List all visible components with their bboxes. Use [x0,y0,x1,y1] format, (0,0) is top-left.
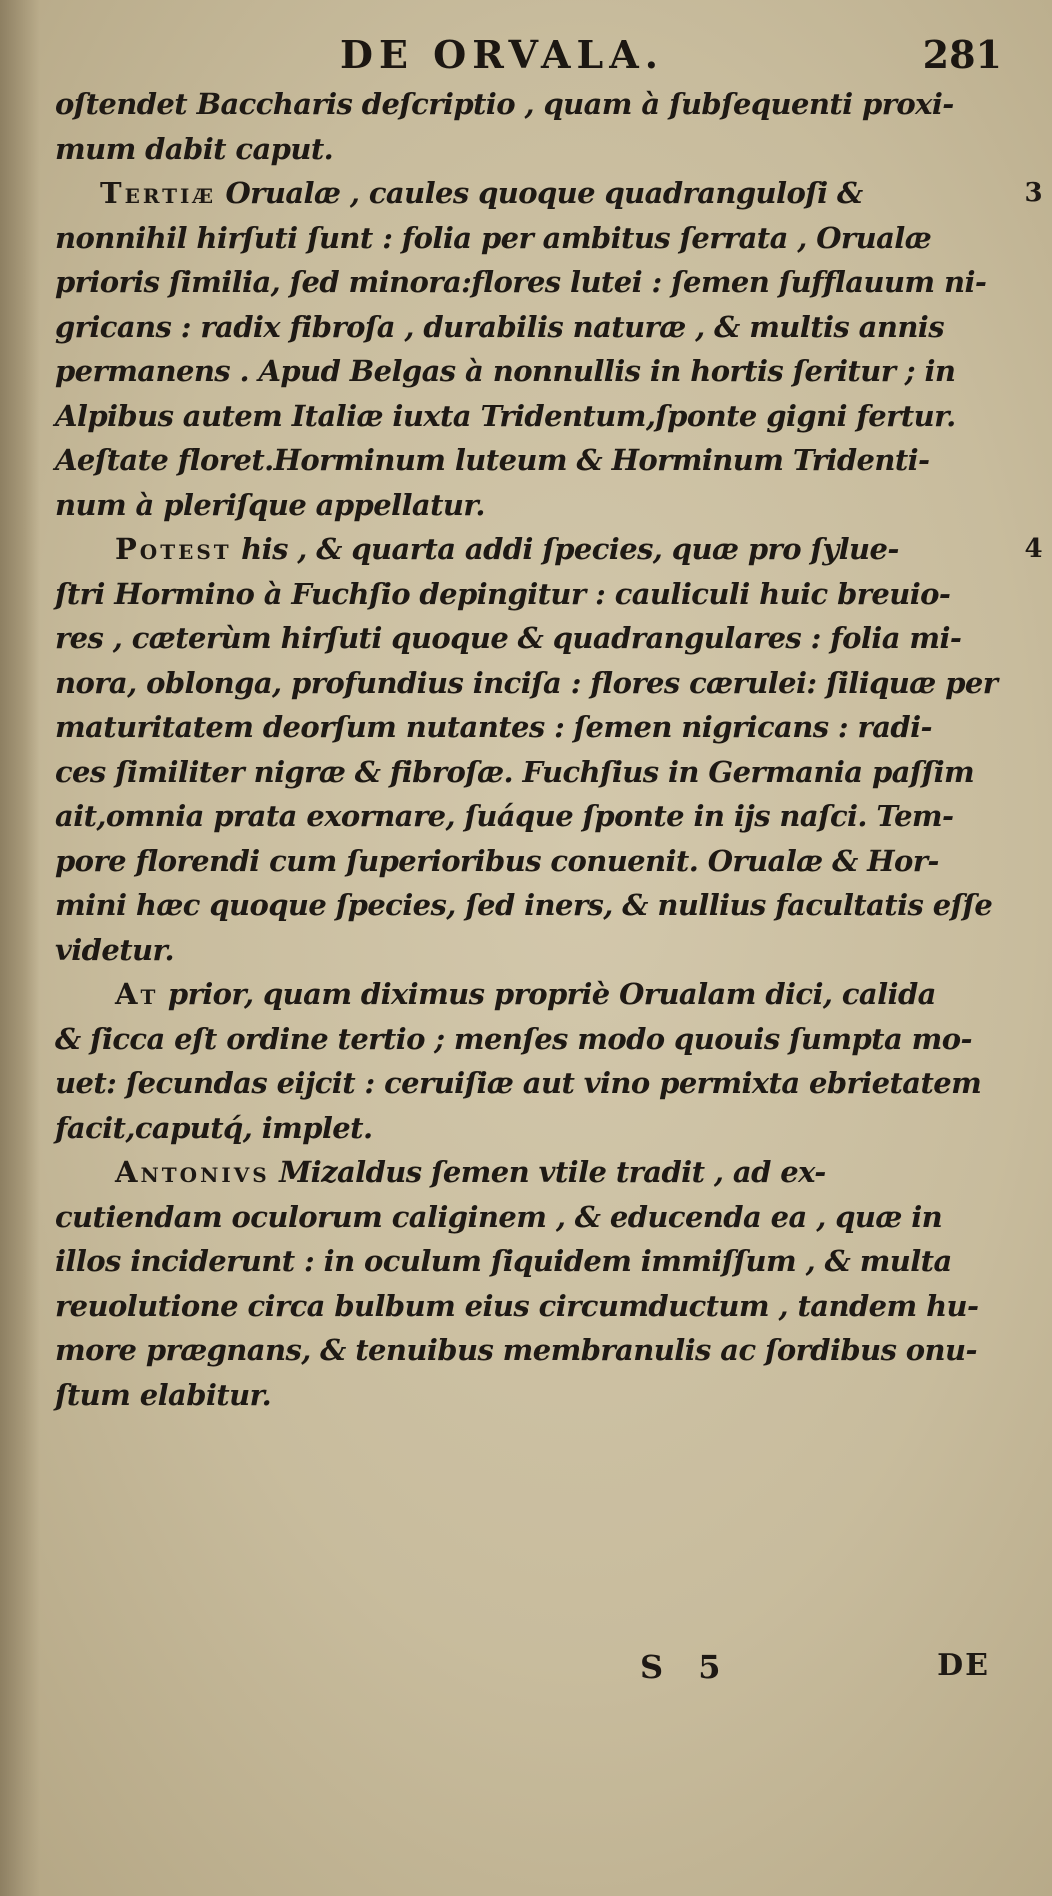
paragraph-start [55,527,1042,572]
text-line: nora, oblonga, profundius inciſa : flores cærulei: ſiliquæ per [55,665,998,700]
text-line: num à pleriſque appellatur. [55,487,485,522]
page-footer [640,1648,990,1692]
binding-gutter [0,0,40,1896]
text-line: gricans : radix fibroſa , durabilis naturæ , & multis annis [55,309,944,344]
text-line: prior, quam diximus propriè Orualam dici, calida [158,977,936,1011]
text-line: Aeſtate floret.Horminum luteum & Horminum Tridenti- [55,443,930,477]
running-head: DE ORVALA. [340,32,664,77]
text-line: nonnihil hirſuti ſunt : folia per ambitus ſerrata , Orualæ [55,220,932,255]
text-line: more prægnans, & tenuibus membranulis ac ſordibus onu- [55,1333,977,1367]
page-number: 281 [922,32,1002,77]
text-line: reuolutione circa bulbum eius circumductum , tandem hu- [55,1288,979,1323]
paragraph-start [55,171,1042,216]
body-text [55,82,1042,1417]
text-line: mum dabit caput. [55,131,334,166]
paragraph-start [55,1150,990,1195]
text-line: ſtri Hormino à Fuchſio depingitur : cauliculi huic breuio- [55,576,951,611]
paragraph-lead-word: Tertiæ [100,176,217,210]
text-line: Alpibus autem Italiæ iuxta Tridentum,ſponte gigni fertur. [55,398,956,433]
text-line: Orualæ , caules quoque quadranguloſi & [216,176,863,210]
paragraph-start [55,972,990,1017]
text-line: prioris ſimilia, ſed minora:flores lutei : ſemen ſufflauum ni- [55,265,987,299]
text-line: facit,caputq́, implet. [55,1110,373,1145]
marginal-number: 3 [1024,178,1042,208]
text-line: Mizaldus ſemen vtile tradit , ad ex- [269,1155,826,1189]
text-line: ces ſimiliter nigræ & fibroſæ. Fuchſius in Germania paſſim [55,754,975,789]
marginal-number: 4 [1024,534,1042,564]
text-line: maturitatem deorſum nutantes : ſemen nigricans : radi- [55,710,932,744]
page-header [340,32,1002,82]
text-line: uet: ſecundas eijcit : ceruiſiæ aut vino permixta ebrietatem [55,1066,982,1100]
paragraph-lead-word: At [115,977,159,1011]
text-line: & ſicca eſt ordine tertio ; menſes modo quouis ſumpta mo- [55,1021,972,1056]
text-line: illos inciderunt : in oculum ſiquidem immiſſum , & multa [55,1244,952,1278]
text-line: mini hæc quoque ſpecies, ſed iners, & nullius facultatis eſſe [55,888,993,922]
text-line: cutiendam oculorum caliginem , & educenda ea , quæ in [55,1199,943,1234]
text-line: his , & quarta addi ſpecies, quæ pro ſylue- [231,532,899,566]
text-line: videtur. [55,932,174,967]
paragraph-lead-word: Antonivs [115,1155,270,1189]
signature-mark: S 5 [640,1648,733,1686]
text-line: oſtendet Baccharis deſcriptio , quam à ſubſequenti proxi- [55,87,954,121]
text-line: ait,omnia prata exornare, ſuáque ſponte in ijs naſci. Tem- [55,799,954,833]
text-line: ſtum elabitur. [55,1377,272,1412]
paragraph-lead-word: Potest [115,532,232,566]
text-line: pore florendi cum ſuperioribus conuenit. Orualæ & Hor- [55,843,939,878]
catchword: DE [937,1648,990,1683]
text-line: res , cæterùm hirſuti quoque & quadrangulares : folia mi- [55,621,962,655]
text-line: permanens . Apud Belgas à nonnullis in hortis ſeritur ; in [55,354,956,388]
